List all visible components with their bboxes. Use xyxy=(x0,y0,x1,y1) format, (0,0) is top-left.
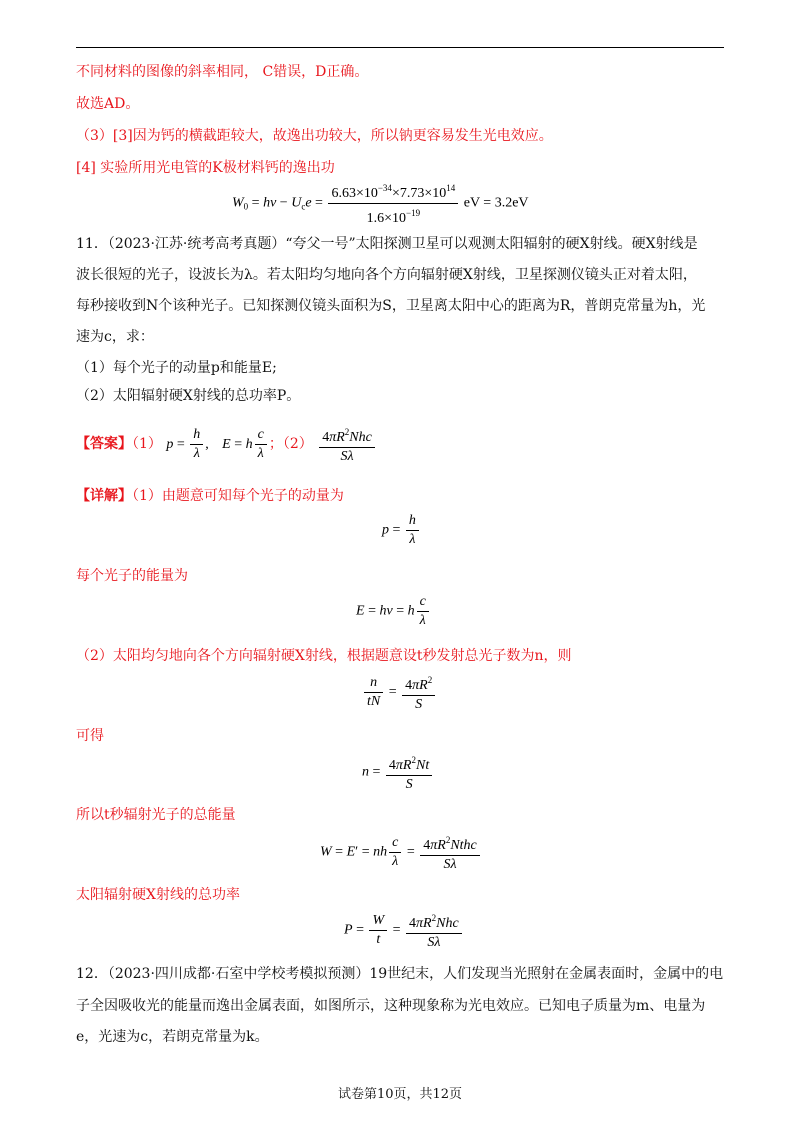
q11-detail-2: （2）太阳均匀地向各个方向辐射硬X射线，根据题意设t秒发射总光子数为n，则 xyxy=(76,648,572,664)
prev-solution-line-4: [4] 实验所用光电管的K极材料钙的逸出功 xyxy=(76,160,335,176)
work-function-equation: $W_0 = h\nu - U_ce$ = $\frac{6.63\times 10^{-34}\times 7.73\times 10^{14}}{1.6\times 10^{-19}}$ eV = 3.2eV xyxy=(232,180,529,227)
total-power-label: 太阳辐射硬X射线的总功率 xyxy=(76,887,240,903)
q11-sub-1: （1）每个光子的动量p和能量E; xyxy=(76,360,277,376)
answer-energy: E = h $\frac{c}{\lambda}$ xyxy=(222,437,269,452)
prev-solution-line-3: （3）[3]因为钙的横截距较大，故逸出功较大，所以钠更容易发生光电效应。 xyxy=(76,128,553,144)
q11-line-4: 速为c，求： xyxy=(76,329,154,345)
q11-answer: 【答案】（1） p = $\frac{h}{\lambda}$ , E = h $\frac{c}{\lambda}$ ；（2） $\frac{4\pi R^2Nhc}{S\lambda}$ xyxy=(76,424,377,464)
prev-solution-line-1: 不同材料的图像的斜率相同， C错误，D正确。 xyxy=(76,64,369,80)
page-footer: 试卷第10页，共12页 xyxy=(337,1087,463,1102)
q12-line-1: 12．（2023·四川成都·石室中学校考模拟预测）19世纪末，人们发现当光照射在金属表面时，金属中的电 xyxy=(76,966,724,982)
q11-detail-1: 【详解】（1）由题意可知每个光子的动量为 xyxy=(76,488,344,504)
prev-solution-line-2: 故选AD。 xyxy=(76,96,140,112)
total-power-equation: P = $\frac{W}{t}$ = $\frac{4\pi R^2Nhc}{S\lambda}$ xyxy=(344,910,464,951)
photon-ratio-equation: $\frac{n}{tN}$ = $\frac{4\pi R^2}{S}$ xyxy=(362,672,437,713)
total-energy-equation: W = E′ = nh $\frac{c}{\lambda}$ = $\frac{4\pi R^2Nthc}{S\lambda}$ xyxy=(320,832,482,873)
q11-line-1: 11．（2023·江苏·统考高考真题）“夸父一号”太阳探测卫星可以观测太阳辐射的硬X射线。硬X射线是 xyxy=(76,236,698,252)
energy-equation: E = hν = h $\frac{c}{\lambda}$ xyxy=(356,594,431,629)
q12-line-2: 子全因吸收光的能量而逸出金属表面，如图所示，这种现象称为光电效应。已知电子质量为m、电量为 xyxy=(76,998,706,1014)
answer-power: $\frac{4\pi R^2Nhc}{S\lambda}$ xyxy=(317,437,377,452)
detail-tag: 【详解】 xyxy=(76,488,132,504)
total-energy-label: 所以t秒辐射光子的总能量 xyxy=(76,807,236,823)
q12-line-3: e，光速为c，若朗克常量为k。 xyxy=(76,1029,269,1045)
header-rule xyxy=(76,47,724,48)
momentum-equation: p = $\frac{h}{\lambda}$ xyxy=(382,513,421,548)
q11-line-3: 每秒接收到N个该种光子。已知探测仪镜头面积为S，卫星离太阳中心的距离为R，普朗克常量为h，光 xyxy=(76,298,706,314)
photon-count-equation: n = $\frac{4\pi R^2Nt}{S}$ xyxy=(362,752,434,793)
q11-line-2: 波长很短的光子，设波长为λ。若太阳均匀地向各个方向辐射硬X射线，卫星探测仪镜头正对着太阳， xyxy=(76,267,697,283)
energy-label: 每个光子的能量为 xyxy=(76,568,188,584)
answer-tag: 【答案】 xyxy=(76,436,132,452)
kede-label: 可得 xyxy=(76,728,104,744)
q11-sub-2: （2）太阳辐射硬X射线的总功率P。 xyxy=(76,388,301,404)
answer-momentum: p = $\frac{h}{\lambda}$ , xyxy=(166,427,209,462)
